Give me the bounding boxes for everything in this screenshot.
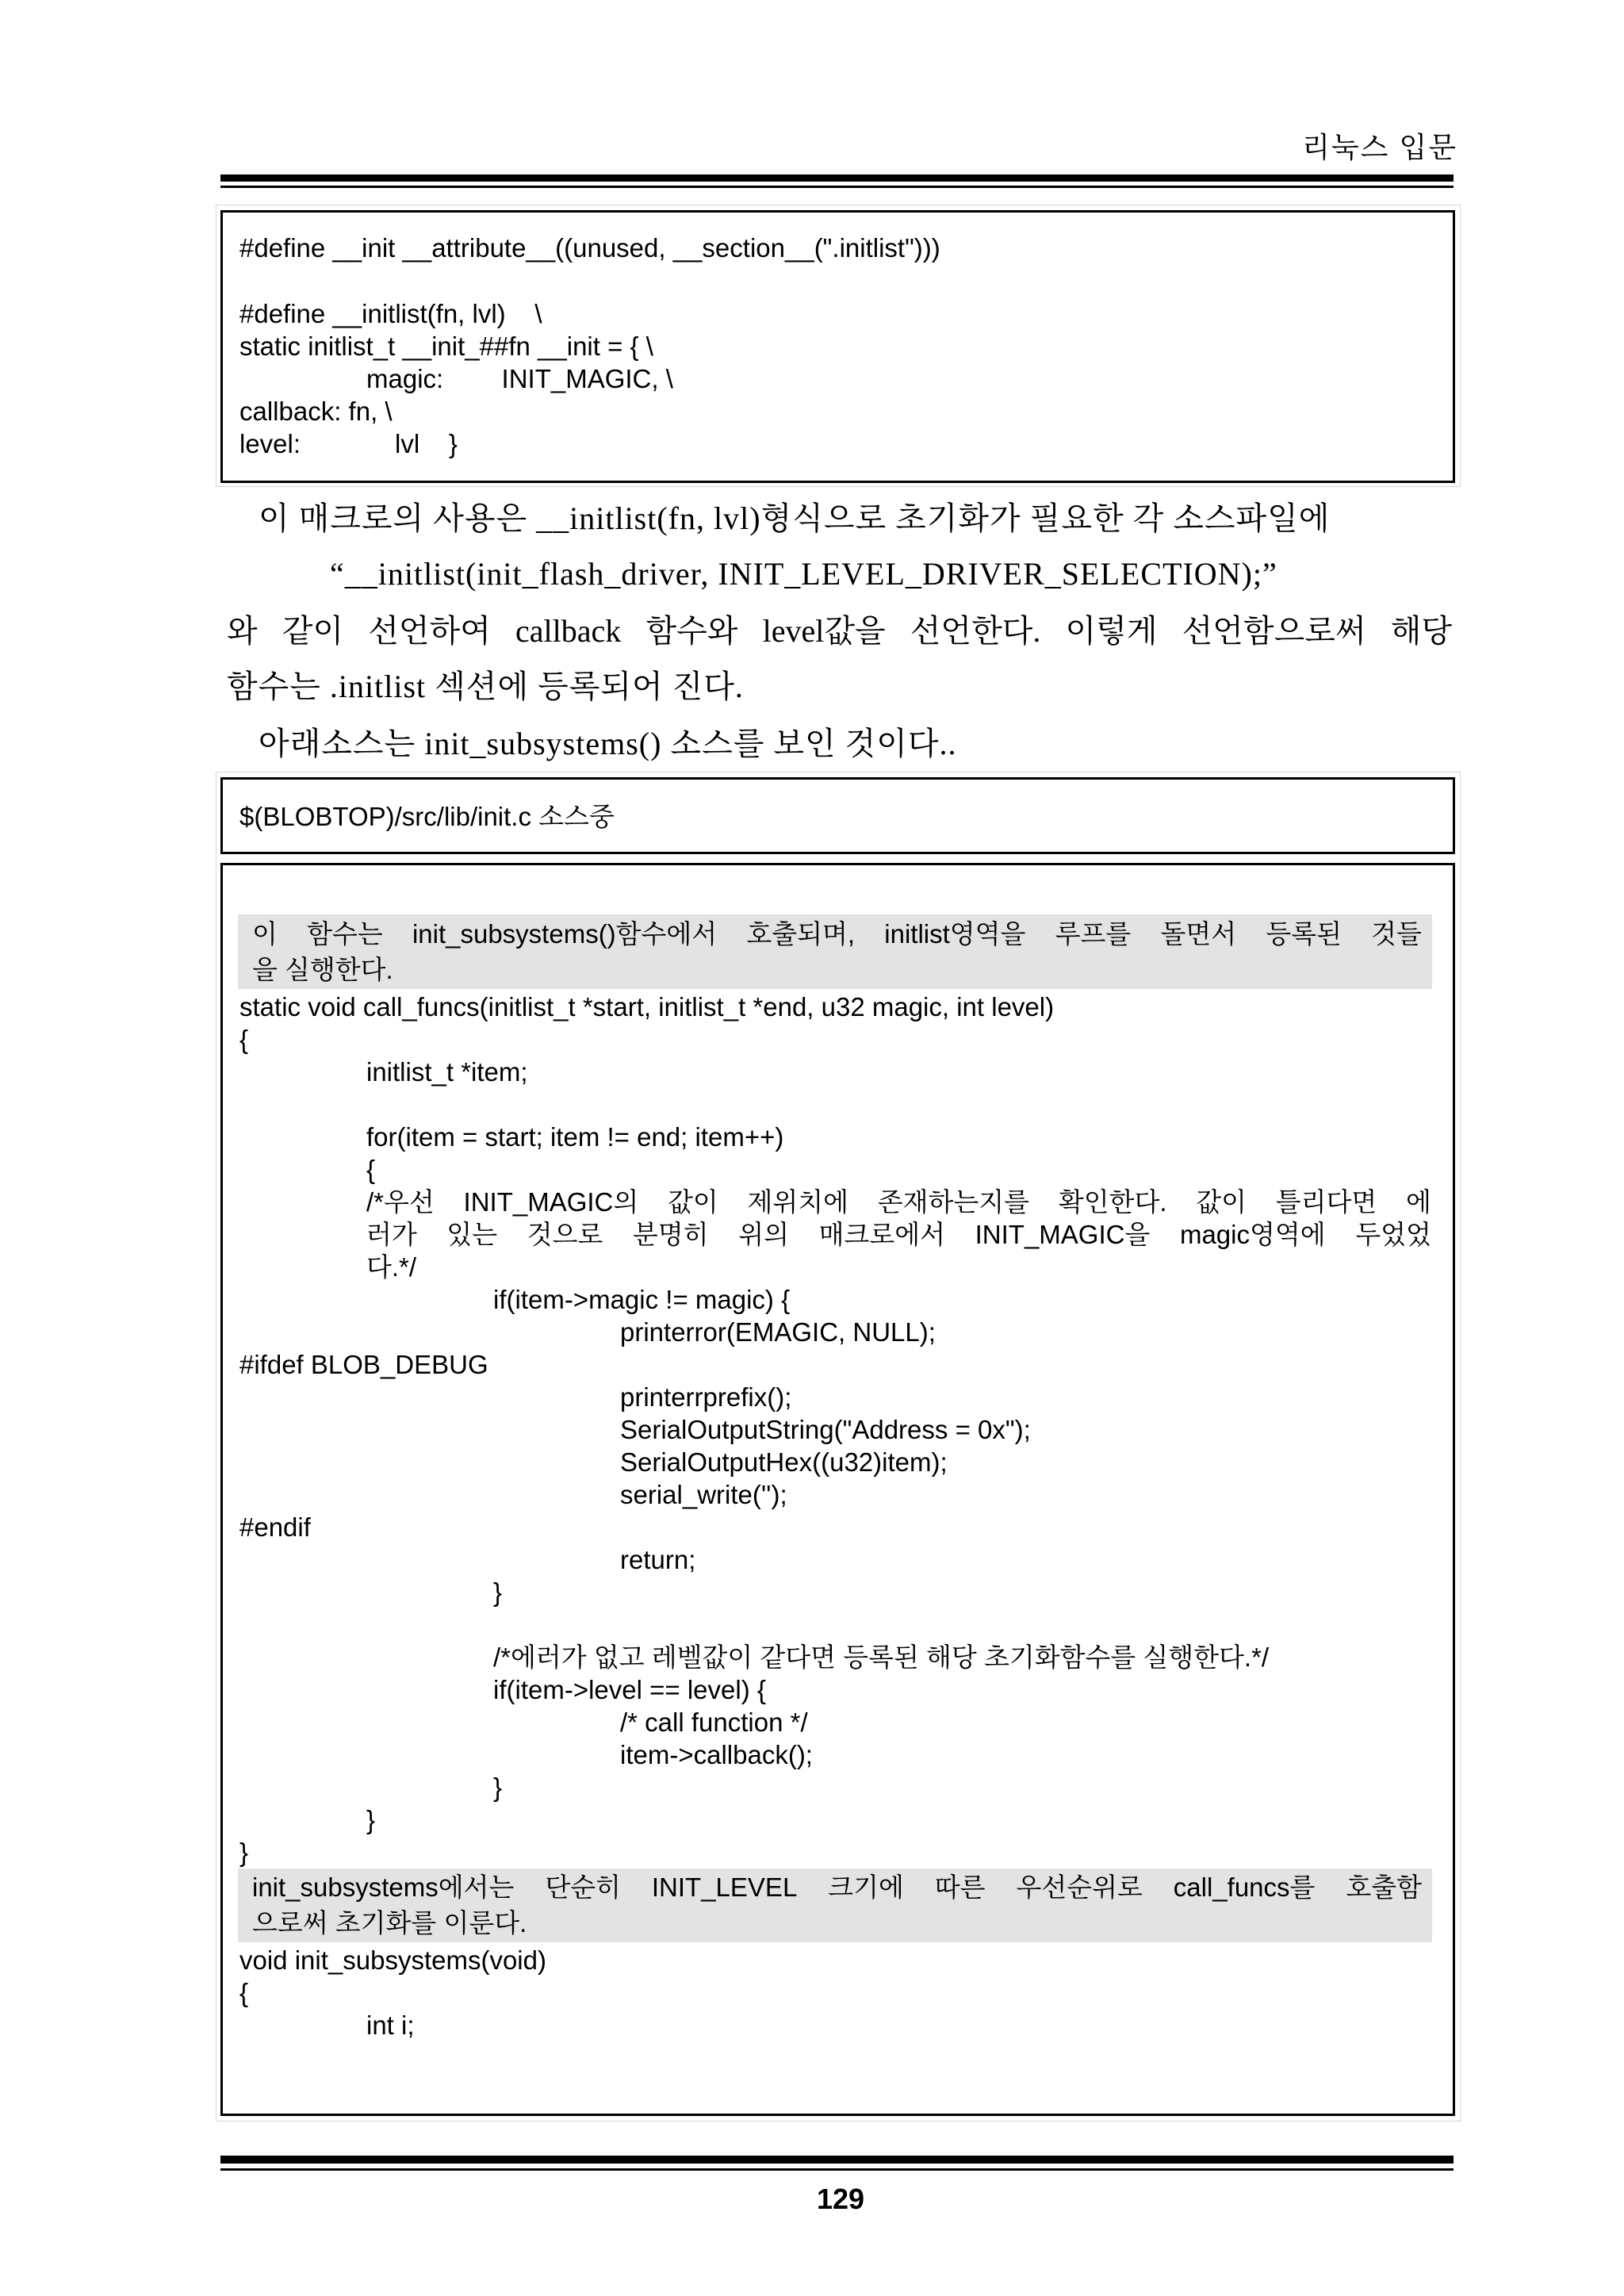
comment-word: 분명히	[633, 1220, 709, 1249]
code-serial-write: serial_write('');	[620, 1480, 787, 1509]
macro-line-callback: callback: fn, \	[239, 397, 393, 426]
note-call-funcs-line-2: 을 실행한다.	[252, 955, 393, 984]
body-word: 해당	[1390, 613, 1452, 649]
code-serial-output-string: SerialOutputString("Address = 0x");	[620, 1415, 1031, 1444]
note-word: INIT_LEVEL	[651, 1872, 798, 1902]
note-word: 루프를	[1055, 919, 1132, 949]
macro-line-define-init: #define __init __attribute__((unused, __section__(".initlist")))	[239, 233, 940, 263]
comment-word: 제위치에	[747, 1187, 849, 1217]
code-serial-output-hex: SerialOutputHex((u32)item);	[620, 1447, 948, 1477]
code-int-i: int i;	[366, 2010, 415, 2040]
macro-line-level: level:	[239, 429, 301, 458]
comment-word: 에	[1406, 1187, 1431, 1217]
body-word: 선언한다.	[910, 613, 1041, 649]
note-word: 것들	[1371, 919, 1422, 949]
code-if-magic: if(item->magic != magic) {	[493, 1285, 791, 1314]
code-init-subsystems-signature: void init_subsystems(void)	[239, 1945, 546, 1975]
note-word: init_subsystems에서는	[252, 1872, 515, 1902]
note-call-funcs-line-1	[252, 918, 1422, 950]
code-for-open-brace: {	[366, 1155, 376, 1184]
note-word: 호출되며,	[746, 919, 856, 949]
code-printerrprefix: printerrprefix();	[620, 1382, 792, 1412]
body-word: 와	[227, 613, 258, 649]
body-word: 함수와	[645, 613, 738, 649]
note-word: 함수는	[307, 919, 383, 949]
comment-word: 값이	[1196, 1187, 1247, 1217]
note-init-subsystems	[238, 1869, 1432, 1942]
body-paragraph-2-end: 함수는 .initlist 섹션에 등록되어 진다.	[227, 669, 744, 704]
running-header-title: 리눅스 입문	[1302, 131, 1457, 163]
note-init-subsystems-line-2: 으로써 초기화를 이룬다.	[252, 1908, 527, 1938]
header-rule-thin	[220, 186, 1454, 188]
code-for-loop: for(item = start; item != end; item++)	[366, 1122, 784, 1152]
comment-word: 두었었	[1355, 1220, 1431, 1249]
code-ifdef: #ifdef BLOB_DEBUG	[239, 1350, 488, 1379]
note-word: 호출함	[1346, 1872, 1422, 1902]
code-call-funcs-signature: static void call_funcs(initlist_t *start, initlist_t *end, u32 magic, int level)	[239, 992, 1055, 1022]
header-rule-thick	[220, 174, 1454, 182]
body-word: 선언하여	[368, 613, 491, 649]
comment-word: 확인한다.	[1058, 1187, 1167, 1217]
comment-word: 값이	[668, 1187, 718, 1217]
comment-word: INIT_MAGIC을	[975, 1220, 1151, 1249]
note-word: 등록된	[1266, 919, 1342, 949]
macro-line-define-initlist: #define __initlist(fn, lvl) \	[239, 299, 542, 328]
body-paragraph-3: 아래소스는 init_subsystems() 소스를 보인 것이다..	[259, 726, 957, 761]
code-if-level-close-brace: }	[493, 1773, 503, 1802]
macro-line-static: static initlist_t __init_##fn __init = { \	[239, 332, 653, 361]
code-callback-call: item->callback();	[620, 1740, 813, 1769]
comment-magic-line-1	[366, 1186, 1431, 1218]
footer-rule-thick	[220, 2156, 1454, 2164]
comment-word: /*우선	[366, 1187, 435, 1217]
body-paragraph-1: 이 매크로의 사용은 __initlist(fn, lvl)형식으로 초기화가 필요한 각 소스파일에	[259, 500, 1331, 536]
source-title: $(BLOBTOP)/src/lib/init.c 소스중	[239, 802, 615, 831]
code-for-close-brace: }	[366, 1805, 376, 1834]
body-paragraph-1-quote: “__initlist(init_flash_driver, INIT_LEVEL_DRIVER_SELECTION);”	[330, 556, 1277, 592]
comment-word: 있는	[446, 1220, 498, 1249]
code-return: return;	[620, 1545, 696, 1574]
page-number: 129	[816, 2183, 865, 2215]
comment-word: INIT_MAGIC의	[463, 1187, 639, 1217]
comment-word: 존재하는지를	[877, 1187, 1030, 1217]
code-func-close-brace: }	[239, 1838, 249, 1867]
comment-word: 것으로	[527, 1220, 603, 1249]
code-if-close-brace: }	[493, 1577, 503, 1607]
comment-level: /*에러가 없고 레벨값이 같다면 등록된 해당 초기화함수를 실행한다.*/	[493, 1642, 1270, 1672]
body-word: 이렇게	[1065, 613, 1158, 649]
comment-magic-line-2	[366, 1218, 1431, 1251]
note-init-subsystems-line-1	[252, 1871, 1422, 1903]
comment-magic-line-3: 다.*/	[366, 1252, 417, 1282]
note-word: 이	[252, 919, 278, 949]
comment-word: 위의	[738, 1220, 790, 1249]
note-call-funcs	[238, 914, 1432, 989]
footer-rule-thin	[220, 2168, 1454, 2171]
code-open-brace: {	[239, 1025, 249, 1054]
body-word: 선언함으로써	[1182, 613, 1366, 649]
code-if-level: if(item->level == level) {	[493, 1675, 766, 1704]
note-word: 크기에	[828, 1872, 904, 1902]
code-item-decl: initlist_t *item;	[366, 1057, 528, 1087]
note-word: 따른	[934, 1872, 986, 1902]
note-word: call_funcs를	[1173, 1872, 1316, 1902]
note-word: initlist영역을	[884, 919, 1026, 949]
body-word: level값을	[762, 613, 886, 649]
note-word: 돌면서	[1160, 919, 1237, 949]
code-init-open-brace: {	[239, 1978, 249, 2007]
body-word: 같이	[282, 613, 344, 649]
body-paragraph-2	[227, 611, 1452, 652]
code-endif: #endif	[239, 1512, 311, 1542]
macro-line-magic: magic: INIT_MAGIC, \	[366, 364, 673, 393]
comment-word: magic영역에	[1179, 1220, 1326, 1249]
note-word: 우선순위로	[1016, 1872, 1143, 1902]
note-word: 단순히	[545, 1872, 621, 1902]
code-comment-call-function: /* call function */	[620, 1708, 808, 1737]
body-word: callback	[515, 613, 622, 649]
code-printerror: printerror(EMAGIC, NULL);	[620, 1317, 936, 1347]
note-word: init_subsystems()함수에서	[412, 919, 718, 949]
macro-line-lvl: lvl }	[395, 429, 458, 458]
comment-word: 매크로에서	[818, 1220, 946, 1249]
comment-word: 틀리다면	[1275, 1187, 1377, 1217]
comment-word: 러가	[366, 1220, 417, 1249]
